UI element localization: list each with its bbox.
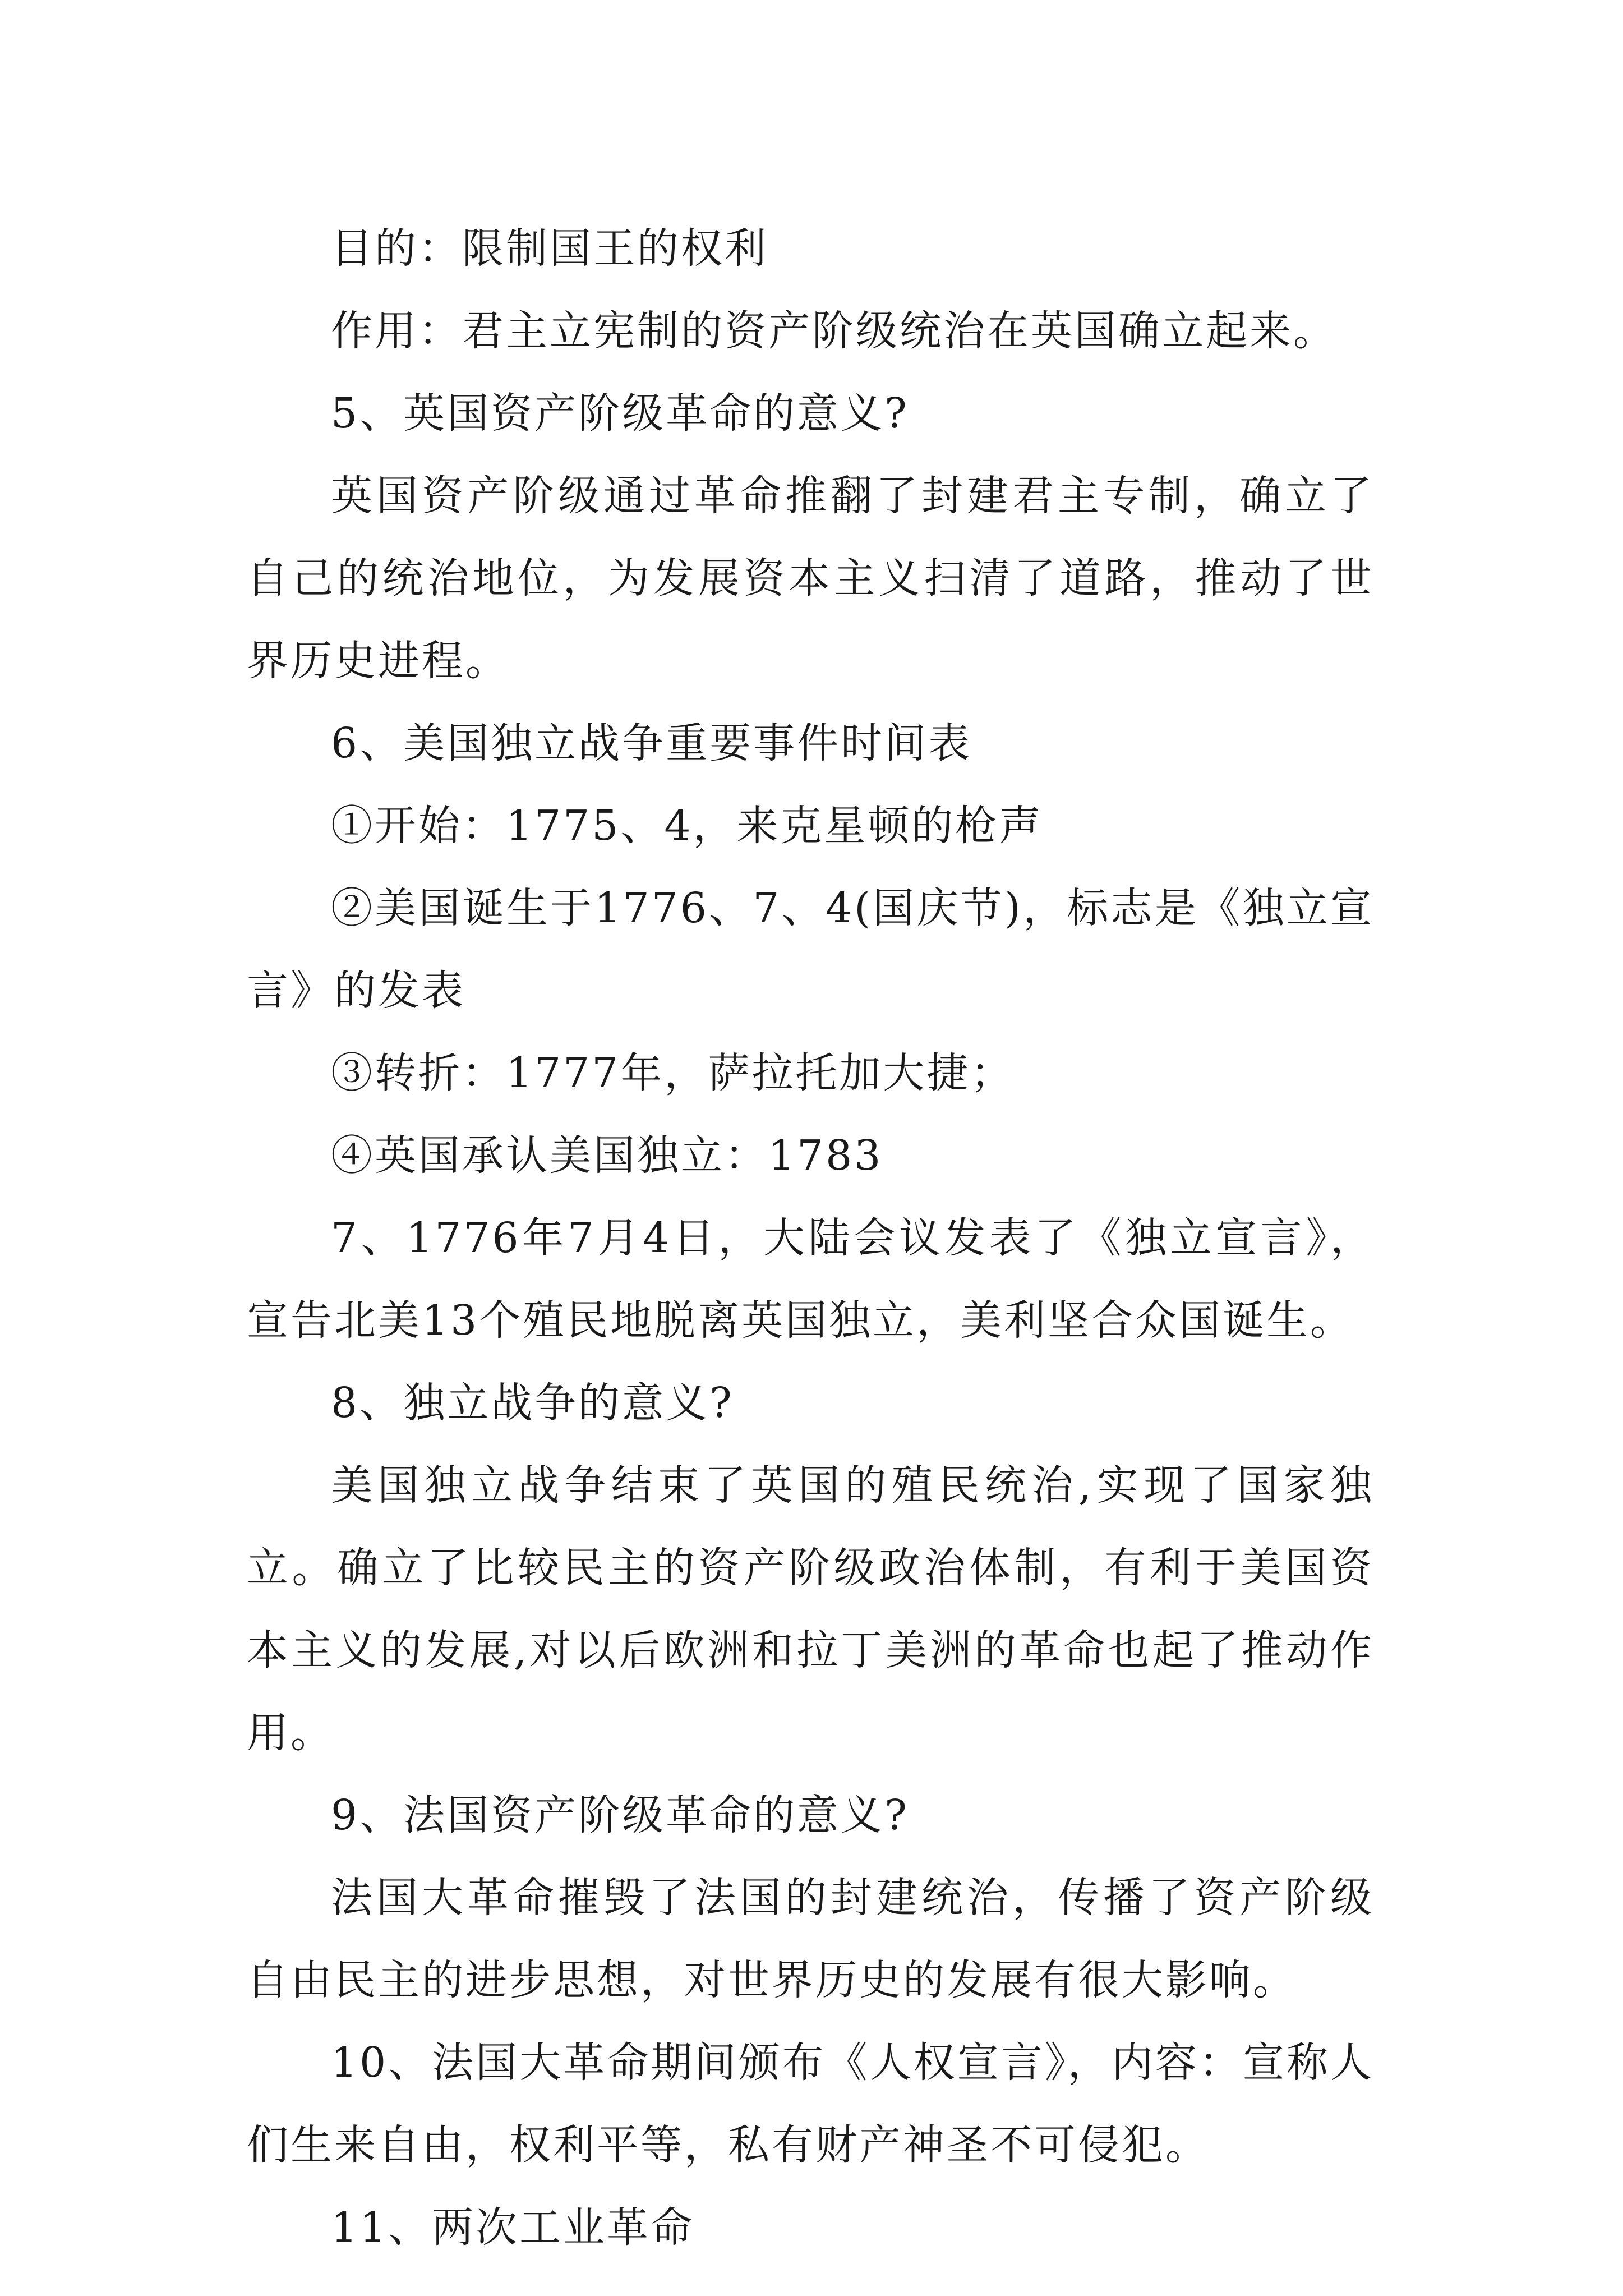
document-body xyxy=(247,208,1374,2269)
heading-item-8: 8、独立战争的意义? xyxy=(331,1379,734,1427)
paragraph-item-8-answer: 美国独立战争结束了英国的殖民统治,实现了国家独立。确立了比较民主的资产阶级政治体制，有利于美国资本主义的发展,对以后欧洲和拉丁美洲的革命也起了推动作用。 xyxy=(247,1461,1374,1757)
timeline-entry-recognition: ④英国承认美国独立：1783 xyxy=(331,1131,883,1180)
timeline-entry-start: ①开始：1775、4，来克星顿的枪声 xyxy=(331,802,1043,850)
heading-item-11: 11、两次工业革命 xyxy=(331,2203,695,2252)
timeline-entry-birth: ②美国诞生于1776、7、4(国庆节)，标志是《独立宣言》的发表 xyxy=(247,884,1374,1015)
paragraph-item-10: 10、法国大革命期间颁布《人权宣言》，内容：宣称人们生来自由，权利平等，私有财产神圣不可侵犯。 xyxy=(247,2039,1374,2169)
heading-item-9: 9、法国资产阶级革命的意义? xyxy=(331,1791,909,1839)
paragraph-purpose: 目的：限制国王的权利 xyxy=(331,224,768,273)
paragraph-item-7: 7、1776年7月4日，大陆会议发表了《独立宣言》，宣告北美13个殖民地脱离英国独立，美利坚合众国诞生。 xyxy=(247,1214,1374,1345)
paragraph-item-9-answer: 法国大革命摧毁了法国的封建统治，传播了资产阶级自由民主的进步思想，对世界历史的发展有很大影响。 xyxy=(247,1874,1374,2004)
timeline-entry-turning-point: ③转折：1777年，萨拉托加大捷； xyxy=(331,1049,1015,1097)
paragraph-item-5-answer: 英国资产阶级通过革命推翻了封建君主专制，确立了自己的统治地位，为发展资本主义扫清了道路，推动了世界历史进程。 xyxy=(247,472,1374,685)
heading-item-5: 5、英国资产阶级革命的意义? xyxy=(331,389,909,438)
paragraph-effect: 作用：君主立宪制的资产阶级统治在英国确立起来。 xyxy=(331,307,1337,355)
heading-item-6: 6、美国独立战争重要事件时间表 xyxy=(331,719,972,767)
